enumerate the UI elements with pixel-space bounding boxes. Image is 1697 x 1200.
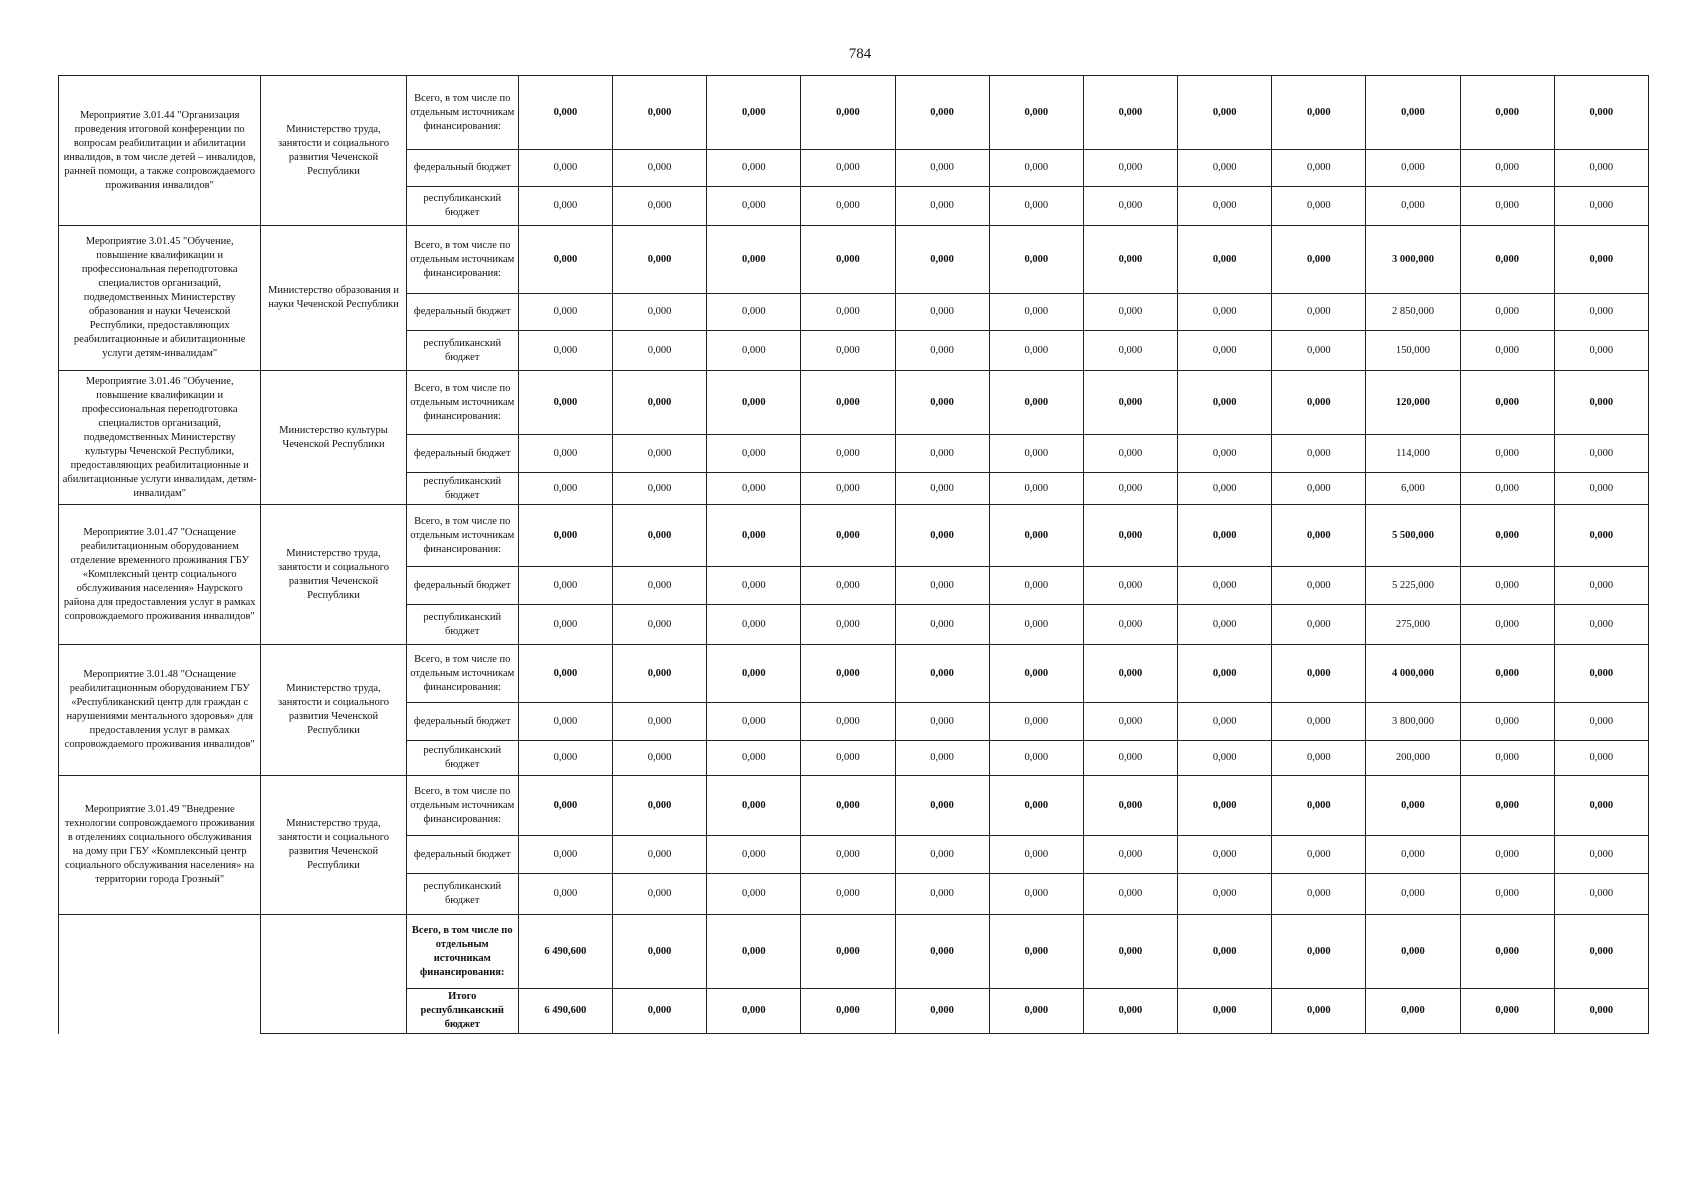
funding-source: республиканский бюджет bbox=[406, 874, 518, 915]
value-cell: 0,000 bbox=[1554, 150, 1648, 187]
value-cell: 0,000 bbox=[613, 836, 707, 874]
value-cell: 0,000 bbox=[895, 331, 989, 371]
value-cell: 0,000 bbox=[518, 836, 612, 874]
total-value-cell: 0,000 bbox=[1178, 989, 1272, 1034]
value-cell: 0,000 bbox=[895, 776, 989, 836]
funding-source: Всего, в том числе по отдельным источникам финансирования: bbox=[406, 505, 518, 567]
value-cell: 0,000 bbox=[801, 645, 895, 703]
funding-source: Всего, в том числе по отдельным источникам финансирования: bbox=[406, 226, 518, 294]
total-value-cell: 0,000 bbox=[707, 915, 801, 989]
value-cell: 0,000 bbox=[1366, 874, 1460, 915]
value-cell: 0,000 bbox=[801, 567, 895, 605]
value-cell: 0,000 bbox=[1178, 605, 1272, 645]
value-cell: 0,000 bbox=[801, 435, 895, 473]
value-cell: 5 500,000 bbox=[1366, 505, 1460, 567]
value-cell: 0,000 bbox=[1554, 836, 1648, 874]
value-cell: 0,000 bbox=[989, 226, 1083, 294]
funding-source: Всего, в том числе по отдельным источникам финансирования: bbox=[406, 645, 518, 703]
value-cell: 0,000 bbox=[1554, 874, 1648, 915]
value-cell: 0,000 bbox=[801, 331, 895, 371]
value-cell: 0,000 bbox=[518, 776, 612, 836]
value-cell: 0,000 bbox=[895, 76, 989, 150]
value-cell: 0,000 bbox=[801, 150, 895, 187]
value-cell: 0,000 bbox=[1272, 473, 1366, 505]
value-cell: 0,000 bbox=[1554, 371, 1648, 435]
value-cell: 0,000 bbox=[895, 567, 989, 605]
value-cell: 0,000 bbox=[1272, 703, 1366, 741]
value-cell: 0,000 bbox=[1366, 187, 1460, 226]
value-cell: 0,000 bbox=[1178, 645, 1272, 703]
value-cell: 0,000 bbox=[707, 371, 801, 435]
funding-source: Всего, в том числе по отдельным источникам финансирования: bbox=[406, 371, 518, 435]
funding-source: республиканский бюджет bbox=[406, 331, 518, 371]
value-cell: 0,000 bbox=[707, 187, 801, 226]
funding-source: Всего, в том числе по отдельным источникам финансирования: bbox=[406, 776, 518, 836]
value-cell: 0,000 bbox=[895, 371, 989, 435]
value-cell: 0,000 bbox=[613, 371, 707, 435]
value-cell: 6,000 bbox=[1366, 473, 1460, 505]
total-blank-cell bbox=[59, 915, 261, 1034]
value-cell: 0,000 bbox=[989, 331, 1083, 371]
event-description: Мероприятие 3.01.48 "Оснащение реабилитационным оборудованием ГБУ «Республиканский центр для граждан с нарушениями ментального здоровья» для предоставления услуг в рамках сопровождаемого проживания инвалидов" bbox=[59, 645, 261, 776]
total-value-cell: 6 490,600 bbox=[518, 989, 612, 1034]
funding-source: республиканский бюджет bbox=[406, 473, 518, 505]
value-cell: 0,000 bbox=[1366, 76, 1460, 150]
value-cell: 0,000 bbox=[989, 567, 1083, 605]
value-cell: 0,000 bbox=[1178, 874, 1272, 915]
value-cell: 0,000 bbox=[1554, 567, 1648, 605]
value-cell: 0,000 bbox=[989, 294, 1083, 331]
total-value-cell: 0,000 bbox=[1554, 989, 1648, 1034]
value-cell: 0,000 bbox=[801, 605, 895, 645]
value-cell: 0,000 bbox=[1272, 645, 1366, 703]
value-cell: 0,000 bbox=[707, 776, 801, 836]
value-cell: 0,000 bbox=[613, 473, 707, 505]
event-executor: Министерство труда, занятости и социального развития Чеченской Республики bbox=[261, 776, 406, 915]
value-cell: 0,000 bbox=[1460, 150, 1554, 187]
value-cell: 0,000 bbox=[613, 331, 707, 371]
value-cell: 0,000 bbox=[801, 703, 895, 741]
total-value-cell: 0,000 bbox=[989, 915, 1083, 989]
value-cell: 0,000 bbox=[1460, 776, 1554, 836]
total-value-cell: 0,000 bbox=[1554, 915, 1648, 989]
value-cell: 0,000 bbox=[1272, 187, 1366, 226]
value-cell: 0,000 bbox=[707, 331, 801, 371]
value-cell: 0,000 bbox=[801, 836, 895, 874]
table-body bbox=[59, 76, 1649, 1034]
value-cell: 0,000 bbox=[707, 505, 801, 567]
value-cell: 0,000 bbox=[1083, 435, 1177, 473]
value-cell: 0,000 bbox=[707, 150, 801, 187]
value-cell: 0,000 bbox=[707, 567, 801, 605]
value-cell: 0,000 bbox=[1083, 645, 1177, 703]
value-cell: 0,000 bbox=[895, 505, 989, 567]
value-cell: 275,000 bbox=[1366, 605, 1460, 645]
value-cell: 0,000 bbox=[1178, 371, 1272, 435]
event-executor: Министерство образования и науки Чеченской Республики bbox=[261, 226, 406, 371]
funding-source: республиканский бюджет bbox=[406, 605, 518, 645]
value-cell: 0,000 bbox=[613, 435, 707, 473]
funding-source: Всего, в том числе по отдельным источникам финансирования: bbox=[406, 76, 518, 150]
event-description: Мероприятие 3.01.45 "Обучение, повышение квалификации и профессиональная переподготовка специалистов организаций, подведомственных Министерству образования и науки Чеченской Республики, предоставляющих реабилитационные и абилитационные услуги детям-инвалидам" bbox=[59, 226, 261, 371]
value-cell: 0,000 bbox=[989, 874, 1083, 915]
value-cell: 0,000 bbox=[518, 605, 612, 645]
total-value-cell: 0,000 bbox=[1178, 915, 1272, 989]
value-cell: 0,000 bbox=[1178, 703, 1272, 741]
value-cell: 0,000 bbox=[989, 187, 1083, 226]
value-cell: 0,000 bbox=[1083, 371, 1177, 435]
value-cell: 0,000 bbox=[1460, 371, 1554, 435]
total-blank-cell bbox=[261, 915, 406, 1034]
value-cell: 0,000 bbox=[895, 645, 989, 703]
value-cell: 0,000 bbox=[613, 605, 707, 645]
value-cell: 0,000 bbox=[895, 741, 989, 776]
value-cell: 0,000 bbox=[518, 371, 612, 435]
table-row bbox=[59, 226, 1649, 294]
value-cell: 0,000 bbox=[1272, 836, 1366, 874]
value-cell: 0,000 bbox=[518, 645, 612, 703]
value-cell: 0,000 bbox=[1272, 874, 1366, 915]
value-cell: 0,000 bbox=[1272, 776, 1366, 836]
table-row bbox=[59, 76, 1649, 150]
value-cell: 0,000 bbox=[1554, 76, 1648, 150]
value-cell: 0,000 bbox=[1554, 741, 1648, 776]
value-cell: 0,000 bbox=[1083, 605, 1177, 645]
value-cell: 0,000 bbox=[1460, 645, 1554, 703]
value-cell: 0,000 bbox=[1272, 435, 1366, 473]
value-cell: 0,000 bbox=[1178, 567, 1272, 605]
value-cell: 114,000 bbox=[1366, 435, 1460, 473]
value-cell: 0,000 bbox=[989, 150, 1083, 187]
value-cell: 0,000 bbox=[801, 226, 895, 294]
funding-source: республиканский бюджет bbox=[406, 741, 518, 776]
event-description: Мероприятие 3.01.49 "Внедрение технологии сопровождаемого проживания в отделениях социального обслуживания на дому при ГБУ «Комплексный центр социального обслуживания населения» на территории города Грозный" bbox=[59, 776, 261, 915]
value-cell: 0,000 bbox=[1272, 76, 1366, 150]
total-value-cell: 0,000 bbox=[1366, 915, 1460, 989]
value-cell: 0,000 bbox=[1272, 150, 1366, 187]
value-cell: 0,000 bbox=[989, 435, 1083, 473]
value-cell: 0,000 bbox=[989, 605, 1083, 645]
value-cell: 0,000 bbox=[1083, 776, 1177, 836]
value-cell: 0,000 bbox=[895, 226, 989, 294]
value-cell: 0,000 bbox=[518, 226, 612, 294]
value-cell: 0,000 bbox=[1366, 776, 1460, 836]
value-cell: 2 850,000 bbox=[1366, 294, 1460, 331]
value-cell: 0,000 bbox=[707, 294, 801, 331]
value-cell: 0,000 bbox=[707, 226, 801, 294]
value-cell: 0,000 bbox=[1554, 331, 1648, 371]
value-cell: 0,000 bbox=[1272, 226, 1366, 294]
value-cell: 0,000 bbox=[1554, 435, 1648, 473]
value-cell: 0,000 bbox=[1083, 874, 1177, 915]
table-row bbox=[59, 776, 1649, 836]
value-cell: 3 000,000 bbox=[1366, 226, 1460, 294]
value-cell: 0,000 bbox=[1178, 76, 1272, 150]
value-cell: 0,000 bbox=[1460, 76, 1554, 150]
value-cell: 0,000 bbox=[895, 435, 989, 473]
value-cell: 0,000 bbox=[1272, 605, 1366, 645]
table-row bbox=[59, 371, 1649, 435]
value-cell: 0,000 bbox=[989, 741, 1083, 776]
total-value-cell: 0,000 bbox=[1272, 915, 1366, 989]
total-value-cell: 6 490,600 bbox=[518, 915, 612, 989]
value-cell: 0,000 bbox=[518, 435, 612, 473]
event-executor: Министерство культуры Чеченской Республики bbox=[261, 371, 406, 505]
total-funding-source: Итого республиканский бюджет bbox=[406, 989, 518, 1034]
value-cell: 0,000 bbox=[518, 874, 612, 915]
event-executor: Министерство труда, занятости и социального развития Чеченской Республики bbox=[261, 505, 406, 645]
value-cell: 5 225,000 bbox=[1366, 567, 1460, 605]
funding-source: федеральный бюджет bbox=[406, 435, 518, 473]
value-cell: 0,000 bbox=[707, 435, 801, 473]
event-description: Мероприятие 3.01.47 "Оснащение реабилитационным оборудованием отделение временного проживания ГБУ «Комплексный центр социального обслуживания населения» Наурского района для предоставления услуг в рамках сопровождаемого проживания инвалидов" bbox=[59, 505, 261, 645]
funding-source: федеральный бюджет bbox=[406, 703, 518, 741]
value-cell: 0,000 bbox=[1460, 331, 1554, 371]
value-cell: 0,000 bbox=[613, 294, 707, 331]
funding-source: федеральный бюджет bbox=[406, 150, 518, 187]
total-value-cell: 0,000 bbox=[801, 989, 895, 1034]
value-cell: 0,000 bbox=[707, 645, 801, 703]
value-cell: 0,000 bbox=[1272, 371, 1366, 435]
value-cell: 0,000 bbox=[613, 76, 707, 150]
total-value-cell: 0,000 bbox=[1083, 989, 1177, 1034]
value-cell: 0,000 bbox=[518, 76, 612, 150]
value-cell: 0,000 bbox=[801, 371, 895, 435]
value-cell: 0,000 bbox=[518, 187, 612, 226]
value-cell: 0,000 bbox=[1460, 505, 1554, 567]
value-cell: 0,000 bbox=[1460, 741, 1554, 776]
value-cell: 0,000 bbox=[613, 150, 707, 187]
value-cell: 0,000 bbox=[1554, 187, 1648, 226]
total-value-cell: 0,000 bbox=[895, 915, 989, 989]
value-cell: 0,000 bbox=[1460, 435, 1554, 473]
value-cell: 0,000 bbox=[1272, 505, 1366, 567]
value-cell: 0,000 bbox=[613, 741, 707, 776]
value-cell: 0,000 bbox=[1178, 473, 1272, 505]
value-cell: 0,000 bbox=[1460, 473, 1554, 505]
value-cell: 0,000 bbox=[707, 703, 801, 741]
value-cell: 0,000 bbox=[1178, 836, 1272, 874]
value-cell: 0,000 bbox=[707, 741, 801, 776]
value-cell: 0,000 bbox=[1460, 703, 1554, 741]
value-cell: 0,000 bbox=[707, 605, 801, 645]
value-cell: 0,000 bbox=[895, 703, 989, 741]
value-cell: 0,000 bbox=[1272, 331, 1366, 371]
value-cell: 0,000 bbox=[707, 836, 801, 874]
value-cell: 0,000 bbox=[801, 776, 895, 836]
value-cell: 0,000 bbox=[1178, 150, 1272, 187]
value-cell: 0,000 bbox=[1554, 505, 1648, 567]
value-cell: 0,000 bbox=[1178, 226, 1272, 294]
value-cell: 200,000 bbox=[1366, 741, 1460, 776]
page-number: 784 bbox=[848, 46, 872, 62]
value-cell: 0,000 bbox=[518, 505, 612, 567]
value-cell: 0,000 bbox=[613, 776, 707, 836]
value-cell: 0,000 bbox=[1178, 331, 1272, 371]
value-cell: 0,000 bbox=[801, 187, 895, 226]
value-cell: 0,000 bbox=[1083, 473, 1177, 505]
value-cell: 0,000 bbox=[895, 836, 989, 874]
value-cell: 0,000 bbox=[1554, 473, 1648, 505]
value-cell: 0,000 bbox=[895, 294, 989, 331]
value-cell: 0,000 bbox=[1460, 874, 1554, 915]
value-cell: 0,000 bbox=[801, 294, 895, 331]
event-executor: Министерство труда, занятости и социального развития Чеченской Республики bbox=[261, 76, 406, 226]
value-cell: 0,000 bbox=[613, 226, 707, 294]
value-cell: 3 800,000 bbox=[1366, 703, 1460, 741]
value-cell: 0,000 bbox=[518, 473, 612, 505]
value-cell: 0,000 bbox=[1460, 605, 1554, 645]
table-row bbox=[59, 645, 1649, 703]
value-cell: 0,000 bbox=[989, 473, 1083, 505]
total-value-cell: 0,000 bbox=[801, 915, 895, 989]
value-cell: 0,000 bbox=[1460, 836, 1554, 874]
total-value-cell: 0,000 bbox=[613, 989, 707, 1034]
funding-source: республиканский бюджет bbox=[406, 187, 518, 226]
value-cell: 0,000 bbox=[895, 150, 989, 187]
value-cell: 0,000 bbox=[1178, 294, 1272, 331]
value-cell: 0,000 bbox=[1366, 150, 1460, 187]
value-cell: 0,000 bbox=[801, 76, 895, 150]
value-cell: 0,000 bbox=[1178, 776, 1272, 836]
value-cell: 0,000 bbox=[518, 150, 612, 187]
value-cell: 0,000 bbox=[1083, 741, 1177, 776]
event-description: Мероприятие 3.01.44 "Организация проведения итоговой конференции по вопросам реабилитации и абилитации инвалидов, в том числе детей – инвалидов, ранней помощи, а также сопровождаемого проживания инвалидов" bbox=[59, 76, 261, 226]
value-cell: 0,000 bbox=[1554, 294, 1648, 331]
value-cell: 0,000 bbox=[1083, 836, 1177, 874]
value-cell: 0,000 bbox=[518, 567, 612, 605]
value-cell: 0,000 bbox=[707, 874, 801, 915]
table-row bbox=[59, 505, 1649, 567]
value-cell: 0,000 bbox=[895, 605, 989, 645]
funding-source: федеральный бюджет bbox=[406, 294, 518, 331]
value-cell: 0,000 bbox=[518, 294, 612, 331]
value-cell: 0,000 bbox=[895, 473, 989, 505]
value-cell: 0,000 bbox=[1083, 150, 1177, 187]
value-cell: 0,000 bbox=[1554, 226, 1648, 294]
total-value-cell: 0,000 bbox=[1083, 915, 1177, 989]
event-executor: Министерство труда, занятости и социального развития Чеченской Республики bbox=[261, 645, 406, 776]
total-value-cell: 0,000 bbox=[989, 989, 1083, 1034]
total-funding-source: Всего, в том числе по отдельным источникам финансирования: bbox=[406, 915, 518, 989]
value-cell: 0,000 bbox=[1083, 703, 1177, 741]
value-cell: 0,000 bbox=[518, 331, 612, 371]
value-cell: 0,000 bbox=[613, 505, 707, 567]
value-cell: 0,000 bbox=[1460, 294, 1554, 331]
value-cell: 120,000 bbox=[1366, 371, 1460, 435]
value-cell: 0,000 bbox=[613, 567, 707, 605]
value-cell: 0,000 bbox=[1083, 226, 1177, 294]
value-cell: 0,000 bbox=[989, 76, 1083, 150]
value-cell: 0,000 bbox=[989, 776, 1083, 836]
value-cell: 0,000 bbox=[1083, 567, 1177, 605]
value-cell: 0,000 bbox=[801, 473, 895, 505]
value-cell: 0,000 bbox=[518, 703, 612, 741]
value-cell: 0,000 bbox=[1554, 703, 1648, 741]
value-cell: 0,000 bbox=[1178, 505, 1272, 567]
value-cell: 0,000 bbox=[1554, 605, 1648, 645]
value-cell: 150,000 bbox=[1366, 331, 1460, 371]
value-cell: 0,000 bbox=[1460, 187, 1554, 226]
total-value-cell: 0,000 bbox=[613, 915, 707, 989]
value-cell: 0,000 bbox=[1083, 505, 1177, 567]
total-row bbox=[59, 915, 1649, 989]
value-cell: 0,000 bbox=[1554, 776, 1648, 836]
value-cell: 0,000 bbox=[989, 836, 1083, 874]
value-cell: 0,000 bbox=[801, 874, 895, 915]
value-cell: 0,000 bbox=[1554, 645, 1648, 703]
total-value-cell: 0,000 bbox=[1460, 989, 1554, 1034]
value-cell: 0,000 bbox=[1083, 76, 1177, 150]
funding-source: федеральный бюджет bbox=[406, 567, 518, 605]
value-cell: 0,000 bbox=[989, 703, 1083, 741]
budget-table bbox=[58, 75, 1649, 1034]
event-description: Мероприятие 3.01.46 "Обучение, повышение квалификации и профессиональная переподготовка специалистов организаций, подведомственных Министерству культуры Чеченской Республики, предоставляющих реабилитационные и абилитационные услуги инвалидам, детям-инвалидам" bbox=[59, 371, 261, 505]
total-value-cell: 0,000 bbox=[1272, 989, 1366, 1034]
total-value-cell: 0,000 bbox=[895, 989, 989, 1034]
value-cell: 0,000 bbox=[518, 741, 612, 776]
value-cell: 0,000 bbox=[707, 76, 801, 150]
value-cell: 0,000 bbox=[895, 187, 989, 226]
value-cell: 0,000 bbox=[801, 505, 895, 567]
total-value-cell: 0,000 bbox=[1460, 915, 1554, 989]
value-cell: 0,000 bbox=[1083, 294, 1177, 331]
value-cell: 0,000 bbox=[613, 187, 707, 226]
value-cell: 0,000 bbox=[989, 371, 1083, 435]
value-cell: 0,000 bbox=[1272, 567, 1366, 605]
value-cell: 0,000 bbox=[1460, 567, 1554, 605]
value-cell: 0,000 bbox=[1366, 836, 1460, 874]
value-cell: 0,000 bbox=[1178, 187, 1272, 226]
value-cell: 0,000 bbox=[707, 473, 801, 505]
value-cell: 0,000 bbox=[1272, 741, 1366, 776]
value-cell: 0,000 bbox=[613, 703, 707, 741]
value-cell: 0,000 bbox=[989, 645, 1083, 703]
value-cell: 0,000 bbox=[801, 741, 895, 776]
value-cell: 0,000 bbox=[1460, 226, 1554, 294]
total-value-cell: 0,000 bbox=[1366, 989, 1460, 1034]
value-cell: 0,000 bbox=[1083, 187, 1177, 226]
value-cell: 4 000,000 bbox=[1366, 645, 1460, 703]
total-value-cell: 0,000 bbox=[707, 989, 801, 1034]
value-cell: 0,000 bbox=[989, 505, 1083, 567]
value-cell: 0,000 bbox=[895, 874, 989, 915]
value-cell: 0,000 bbox=[613, 874, 707, 915]
funding-source: федеральный бюджет bbox=[406, 836, 518, 874]
value-cell: 0,000 bbox=[1083, 331, 1177, 371]
value-cell: 0,000 bbox=[613, 645, 707, 703]
value-cell: 0,000 bbox=[1178, 435, 1272, 473]
value-cell: 0,000 bbox=[1178, 741, 1272, 776]
value-cell: 0,000 bbox=[1272, 294, 1366, 331]
